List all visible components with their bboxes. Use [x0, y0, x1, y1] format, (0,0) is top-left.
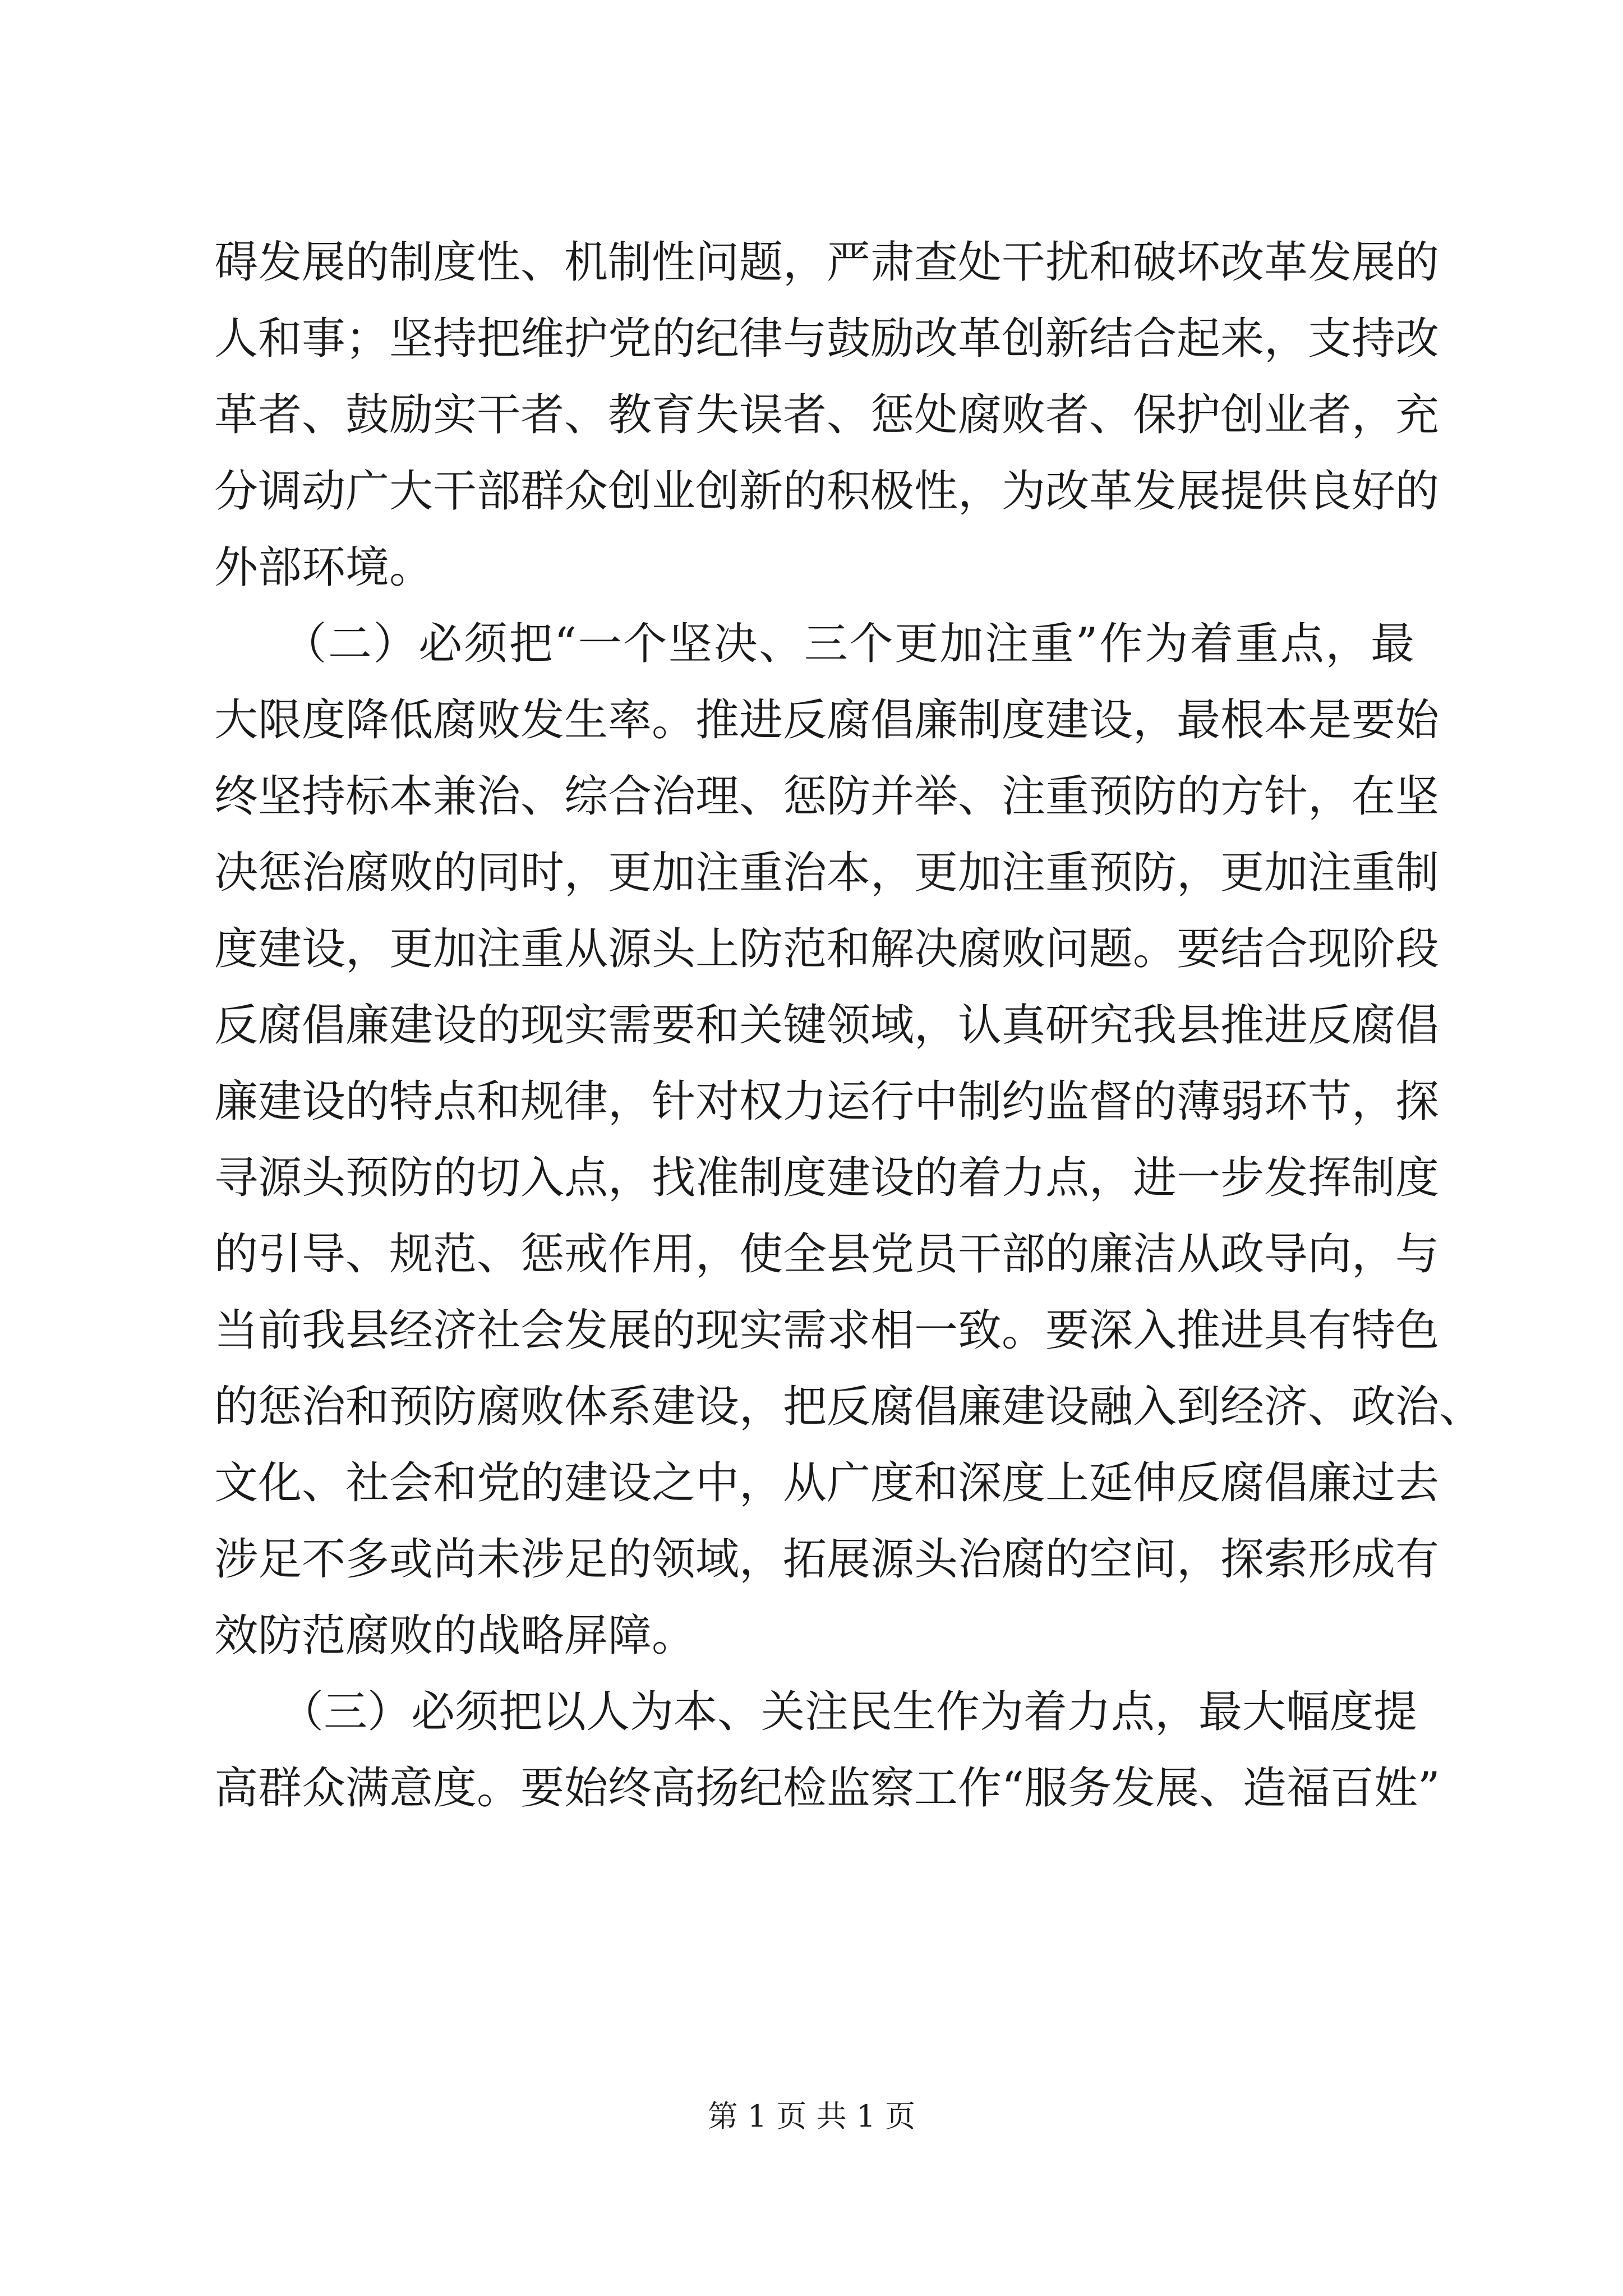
text-line: 人和事；坚持把维护党的纪律与鼓励改革创新结合起来，支持改 — [214, 314, 1440, 364]
text-line: 廉建设的特点和规律，针对权力运行中制约监督的薄弱环节，探 — [214, 1076, 1440, 1127]
text-line: 度建设，更加注重从源头上防范和解决腐败问题。要结合现阶段 — [214, 924, 1440, 974]
text-line: 的引导、规范、惩戒作用，使全县党员干部的廉洁从政导向，与 — [214, 1229, 1440, 1280]
text-line: 当前我县经济社会发展的现实需求相一致。要深入推进具有特色 — [214, 1305, 1440, 1356]
page-number-footer: 第 1 页 共 1 页 — [707, 2099, 916, 2134]
text-line: 文化、社会和党的建设之中，从广度和深度上延伸反腐倡廉过去 — [214, 1458, 1440, 1508]
text-line: 终坚持标本兼治、综合治理、惩防并举、注重预防的方针，在坚 — [214, 771, 1440, 822]
text-line: 效防范腐败的战略屏障。 — [214, 1611, 696, 1661]
text-line: 分调动广大干部群众创业创新的积极性，为改革发展提供良好的 — [214, 466, 1440, 517]
text-line: 外部环境。 — [214, 542, 434, 593]
text-line: 的惩治和预防腐败体系建设，把反腐倡廉建设融入到经济、政治、 — [214, 1382, 1483, 1432]
text-line: 大限度降低腐败发生率。推进反腐倡廉制度建设，最根本是要始 — [214, 695, 1440, 746]
text-line: （三）必须把以人为本、关注民生作为着力点，最大幅度提 — [214, 1687, 1418, 1737]
text-line: 寻源头预防的切入点，找准制度建设的着力点，进一步发挥制度 — [214, 1153, 1440, 1203]
text-line: 碍发展的制度性、机制性问题，严肃查处干扰和破坏改革发展的 — [214, 237, 1440, 288]
text-line: （二）必须把“一个坚决、三个更加注重”作为着重点，最 — [214, 619, 1414, 669]
text-line: 反腐倡廉建设的现实需要和关键领域，认真研究我县推进反腐倡 — [214, 1000, 1440, 1051]
text-line: 决惩治腐败的同时，更加注重治本，更加注重预防，更加注重制 — [214, 848, 1440, 898]
text-line: 高群众满意度。要始终高扬纪检监察工作“服务发展、造福百姓” — [214, 1763, 1440, 1814]
text-line: 涉足不多或尚未涉足的领域，拓展源头治腐的空间，探索形成有 — [214, 1534, 1440, 1585]
document-body — [214, 224, 1483, 1826]
text-line: 革者、鼓励实干者、教育失误者、惩处腐败者、保护创业者，充 — [214, 390, 1440, 440]
